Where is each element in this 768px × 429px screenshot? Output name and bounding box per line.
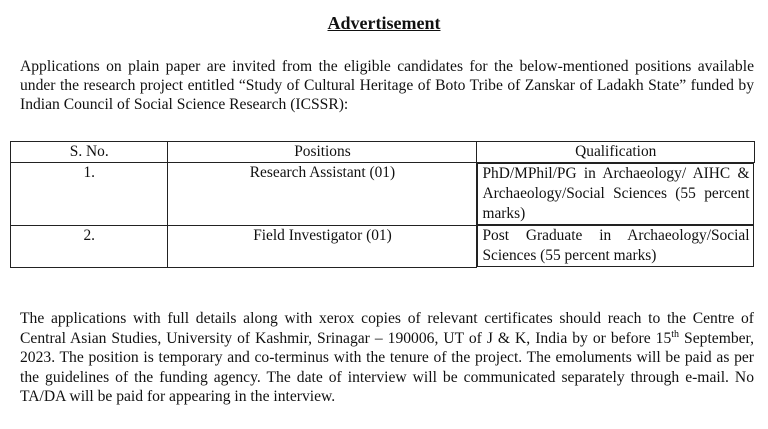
positions-table bbox=[10, 141, 755, 268]
row-qualification: PhD/MPhil/PG in Archaeology/ AIHC & Archaeology/Social Sciences (55 percent marks) bbox=[477, 163, 754, 225]
row-sno: 2. bbox=[11, 225, 168, 267]
row-qualification: Post Graduate in Archaeology/Social Sciences (55 percent marks) bbox=[477, 225, 754, 267]
header-sno: S. No. bbox=[11, 142, 168, 163]
header-positions: Positions bbox=[168, 142, 477, 163]
footer-text-part2: September, 2023. The position is temporary and co-terminus with the tenure of the project. The emoluments will be paid as per the guidelines of the funding agency. The date of interview will be communicated separately through e-mail. No TA/DA will be paid for appearing in the interview. bbox=[20, 329, 755, 406]
table-header-row bbox=[11, 142, 755, 163]
row-position: Field Investigator (01) bbox=[168, 225, 477, 267]
table-row bbox=[11, 225, 755, 267]
footer-paragraph bbox=[20, 309, 754, 407]
header-qualification: Qualification bbox=[477, 142, 755, 163]
footer-text-part1: The applications with full details along with xerox copies of relevant certificates should reach to the Centre of Central Asian Studies, University of Kashmir, Srinagar – 190006, UT of J & K, India by or before 15 bbox=[20, 310, 754, 347]
table-row bbox=[11, 163, 755, 226]
row-sno: 1. bbox=[11, 163, 168, 226]
intro-paragraph: Applications on plain paper are invited from the eligible candidates for the below-mentioned positions available under the research project entitled “Study of Cultural Heritage of Boto Tribe of Zanskar of Ladakh State” funded by Indian Council of Social Science Research (ICSSR): bbox=[20, 58, 754, 113]
page-title: Advertisement bbox=[327, 13, 441, 33]
row-position: Research Assistant (01) bbox=[168, 163, 477, 226]
footer-ordinal-suffix: th bbox=[671, 328, 680, 340]
